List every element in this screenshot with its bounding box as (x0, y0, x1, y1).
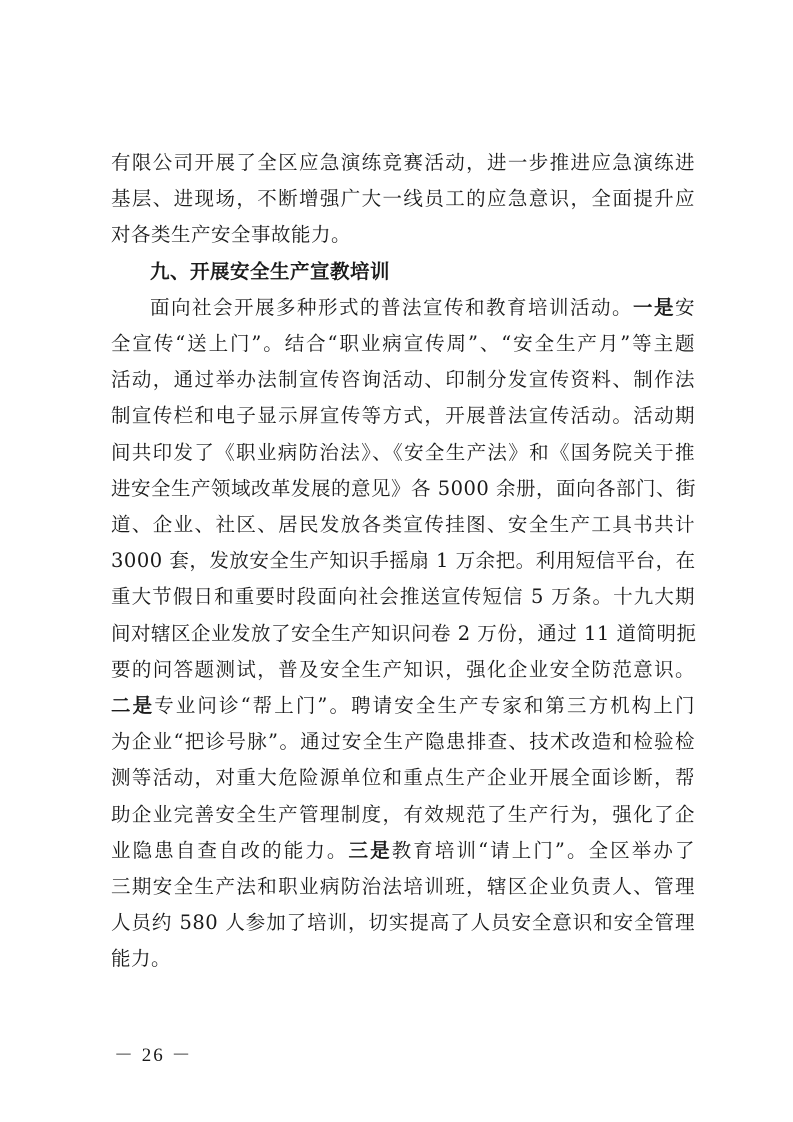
bold-marker: 三是 (348, 838, 392, 862)
text-line: 为企业“把诊号脉”。通过安全生产隐患排查、技术改造和检验检 (111, 730, 695, 754)
text-line: 要的问答题测试，普及安全生产知识，强化企业安全防范意识。 (111, 657, 695, 681)
text-line: 进安全生产领域改革发展的意见》各 5000 余册，面向各部门、街 (111, 476, 697, 500)
text-line: 制宣传栏和电子显示屏宣传等方式，开展普法宣传活动。活动期 (111, 404, 695, 428)
text-line: 间对辖区企业发放了安全生产知识问卷 2 万份，通过 11 道简明扼 (111, 621, 697, 645)
text-line: 间共印发了《职业病防治法》、《安全生产法》和《国务院关于推 (111, 440, 695, 464)
page-number: － 26 － (114, 1045, 193, 1066)
text-segment: 业隐患自查自改的能力。 (111, 838, 349, 862)
bold-marker: 一是 (632, 295, 675, 319)
text-line: 三期安全生产法和职业病防治法培训班，辖区企业负责人、管理 (111, 875, 695, 898)
text-segment: 面向社会开展多种形式的普法宣传和教育培训活动。 (150, 295, 633, 319)
text-line: 全宣传“送上门”。结合“职业病宣传周”、“安全生产月”等主题 (111, 332, 695, 355)
text-line: 测等活动，对重大危险源单位和重点生产企业开展全面诊断，帮 (111, 766, 695, 790)
text-line: 能力。 (111, 947, 172, 971)
bold-marker: 二是 (111, 694, 155, 717)
text-line: 人员约 580 人参加了培训，切实提高了人员安全意识和安全管理 (111, 911, 695, 935)
text-line: 对各类生产安全事故能力。 (111, 223, 352, 247)
text-line (111, 689, 695, 723)
text-line: 3000 套，发放安全生产知识手摇扇 1 万余把。利用短信平台，在 (111, 549, 696, 573)
text-line (150, 291, 695, 325)
text-line: 有限公司开展了全区应急演练竞赛活动，进一步推进应急演练进 (111, 151, 695, 174)
text-line: 基层、进现场，不断增强广大一线员工的应急意识，全面提升应 (111, 187, 695, 211)
text-segment: 教育培训“请上门”。全区举办了 (391, 838, 695, 862)
text-segment: 安 (674, 295, 695, 319)
text-line: 道、企业、社区、居民发放各类宣传挂图、安全生产工具书共计 (111, 513, 695, 536)
text-segment: 专业问诊“帮上门”。聘请安全生产专家和第三方机构上门 (154, 694, 695, 717)
text-line (111, 834, 695, 868)
text-line: 重大节假日和重要时段面向社会推送宣传短信 5 万条。十九大期 (111, 585, 695, 609)
text-line: 助企业完善安全生产管理制度，有效规范了生产行为，强化了企 (111, 802, 695, 826)
text-line: 活动，通过举办法制宣传咨询活动、印制分发宣传资料、制作法 (111, 368, 695, 392)
section-heading: 九、开展安全生产宣教培训 (150, 259, 391, 283)
